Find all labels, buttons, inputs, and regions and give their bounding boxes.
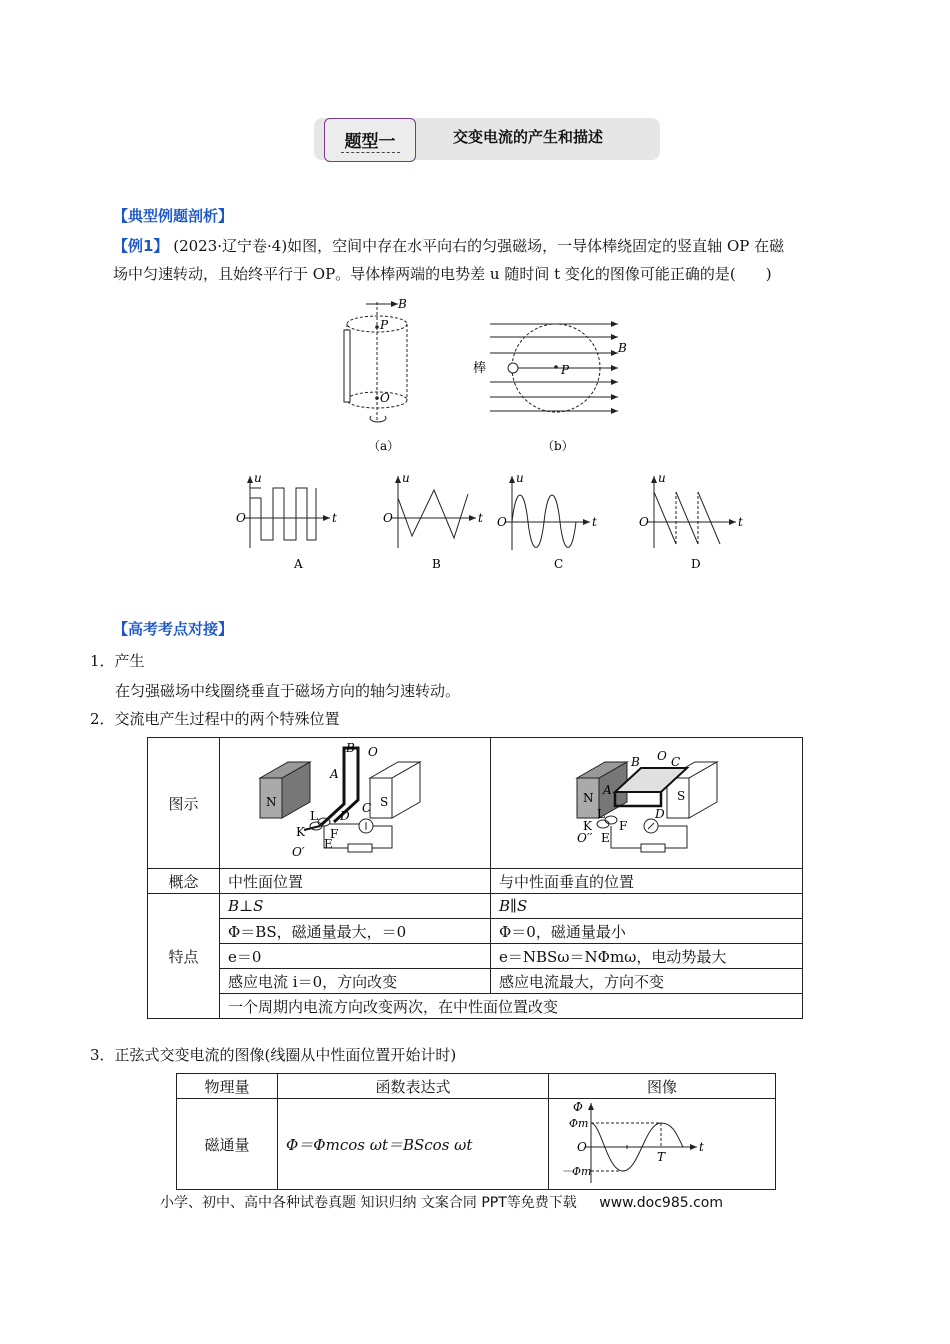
item1-body: 在匀强磁场中线圈绕垂直于磁场方向的轴匀速转动。: [115, 682, 461, 700]
figure-b-label-B: B: [618, 341, 627, 355]
fig1-F: F: [330, 827, 339, 841]
fig2-O: O: [657, 749, 667, 763]
table1-row-concept-label: 概念: [148, 869, 220, 894]
example-question: [113, 232, 873, 288]
feature-3-left: 感应电流 i＝0，方向改变: [220, 969, 491, 994]
figure-a-label-P: P: [380, 318, 389, 332]
option-a-origin-label: O: [236, 511, 246, 525]
topic-badge: [324, 118, 416, 162]
fig2-B: B: [631, 755, 640, 769]
feature-3-right: 感应电流最大，方向不变: [491, 969, 803, 994]
figure-a: [330, 296, 430, 456]
section3: [90, 1044, 456, 1065]
figure-a-caption: （a）: [368, 439, 400, 453]
perpendicular-plane-figure: [491, 738, 801, 864]
example-line2: 场中匀速转动，且始终平行于 OP。导体棒两端的电势差 u 随时间 t 变化的图像可能正确的是( ): [113, 265, 772, 283]
fig1-S: S: [380, 795, 389, 809]
flux-graph-origin-label: O: [577, 1140, 587, 1154]
footer: [160, 1192, 723, 1212]
table1-row-figure-label: 图示: [148, 738, 220, 869]
topic-title: 交变电流的产生和描述: [453, 128, 604, 146]
item1-title: 产生: [114, 652, 145, 670]
fig1-C: C: [362, 801, 372, 815]
item2-title: 交流电产生过程中的两个特殊位置: [114, 710, 340, 728]
option-a-graph: [236, 471, 337, 571]
concept-left: 中性面位置: [220, 869, 491, 894]
sine-row1-expr-text: Φ＝Φmcos ωt＝BScos ωt: [286, 1135, 473, 1154]
fig1-O: O: [368, 745, 378, 759]
fig1-D: D: [340, 809, 350, 823]
option-c-u-label: u: [516, 471, 524, 485]
feature-0-left-text: B⊥S: [228, 897, 264, 915]
sine-row1-expr: [278, 1099, 549, 1190]
fig1-K: K: [296, 825, 305, 839]
exam-heading: 【高考考点对接】: [113, 620, 234, 638]
footer-url[interactable]: www.doc985.com: [599, 1195, 723, 1211]
table1-row-feature-label: 特点: [148, 894, 220, 1019]
item2: [90, 708, 340, 729]
example-tag: 【例1】: [113, 237, 169, 255]
sine-row1-name: 磁通量: [177, 1099, 278, 1190]
feature-1-left: Φ＝BS，磁通量最大，＝0: [220, 919, 491, 944]
section3-num: 3．: [90, 1046, 115, 1064]
flux-graph-negphim-label: －Φm: [561, 1165, 592, 1178]
fig1-E: E: [324, 837, 333, 851]
sine-table: [176, 1073, 776, 1190]
fig2-E: E: [601, 831, 610, 845]
feature-2-right: e＝NBSω＝NΦmω，电动势最大: [491, 944, 803, 969]
fig2-K: K: [583, 819, 592, 833]
feature-1-right: Φ＝0，磁通量最小: [491, 919, 803, 944]
positions-table: [147, 737, 803, 1019]
option-d-u-label: u: [658, 471, 666, 485]
option-b-origin-label: O: [383, 511, 393, 525]
sine-header-2: 图像: [549, 1074, 776, 1099]
option-b-graph: [383, 471, 483, 571]
option-c-graph: [497, 471, 597, 571]
sine-header-1: 函数表达式: [278, 1074, 549, 1099]
option-b-t-label: t: [478, 511, 483, 525]
example-heading: 【典型例题剖析】: [113, 207, 234, 225]
option-a-label: A: [294, 557, 303, 571]
flux-graph: [549, 1099, 769, 1185]
option-graphs: [230, 468, 760, 576]
option-c-origin-label: O: [497, 515, 507, 529]
feature-0-left: [220, 894, 491, 919]
fig2-D: D: [655, 807, 665, 821]
option-d-t-label: t: [738, 515, 743, 529]
fig1-A: A: [330, 767, 339, 781]
item1: [90, 650, 145, 671]
flux-graph-t-label: t: [699, 1140, 704, 1154]
figure-b-label-rod: 棒: [473, 361, 487, 376]
figure-b-label-P: P: [561, 363, 570, 377]
fig2-Opp: O′′: [577, 831, 593, 845]
sine-row1-graph-cell: [549, 1099, 776, 1190]
feature-0-right: [491, 894, 803, 919]
feature-2-left: e＝0: [220, 944, 491, 969]
item1-num: 1．: [90, 652, 115, 670]
figure-b-caption: （b）: [542, 439, 574, 453]
footer-text: 小学、初中、高中各种试卷真题 知识归纳 文案合同 PPT等免费下载: [160, 1195, 577, 1211]
option-b-u-label: u: [402, 471, 410, 485]
flux-graph-phim-label: Φm: [569, 1117, 589, 1130]
example-line1: (2023·辽宁卷·4)如图，空间中存在水平向右的匀强磁场，一导体棒绕固定的竖直轴 OP 在磁: [173, 237, 785, 255]
perpendicular-plane-figure-cell: [491, 738, 803, 869]
fig1-N: N: [266, 795, 277, 809]
item2-num: 2．: [90, 710, 115, 728]
fig1-Op: O′: [292, 845, 305, 859]
flux-graph-T-label: T: [657, 1150, 666, 1164]
section3-title: 正弦式交变电流的图像(线圈从中性面位置开始计时): [114, 1046, 457, 1064]
option-a-u-label: u: [254, 471, 262, 485]
option-a-t-label: t: [332, 511, 337, 525]
concept-right: 与中性面垂直的位置: [491, 869, 803, 894]
fig1-B: B: [346, 741, 355, 755]
option-d-origin-label: O: [639, 515, 649, 529]
fig2-L: L: [597, 807, 605, 821]
flux-graph-phi-label: Φ: [573, 1100, 583, 1114]
option-d-label: D: [691, 557, 701, 571]
topic-badge-label: 题型一: [341, 127, 400, 153]
fig2-A: A: [603, 783, 612, 797]
fig1-L: L: [310, 809, 318, 823]
option-b-label: B: [432, 557, 441, 571]
figure-a-label-O: O: [380, 391, 390, 405]
fig2-N: N: [583, 791, 594, 805]
feature-0-right-text: B∥S: [499, 897, 528, 915]
neutral-plane-figure: [220, 738, 490, 864]
option-c-label: C: [554, 557, 564, 571]
fig2-C: C: [671, 755, 681, 769]
option-c-t-label: t: [592, 515, 597, 529]
figure-b: [470, 312, 630, 456]
fig2-F: F: [619, 819, 628, 833]
figure-a-label-B: B: [398, 297, 407, 311]
option-d-graph: [639, 471, 743, 571]
sine-header-0: 物理量: [177, 1074, 278, 1099]
fig2-S: S: [677, 789, 686, 803]
feature-last: 一个周期内电流方向改变两次，在中性面位置改变: [220, 994, 803, 1019]
neutral-plane-figure-cell: [220, 738, 491, 869]
